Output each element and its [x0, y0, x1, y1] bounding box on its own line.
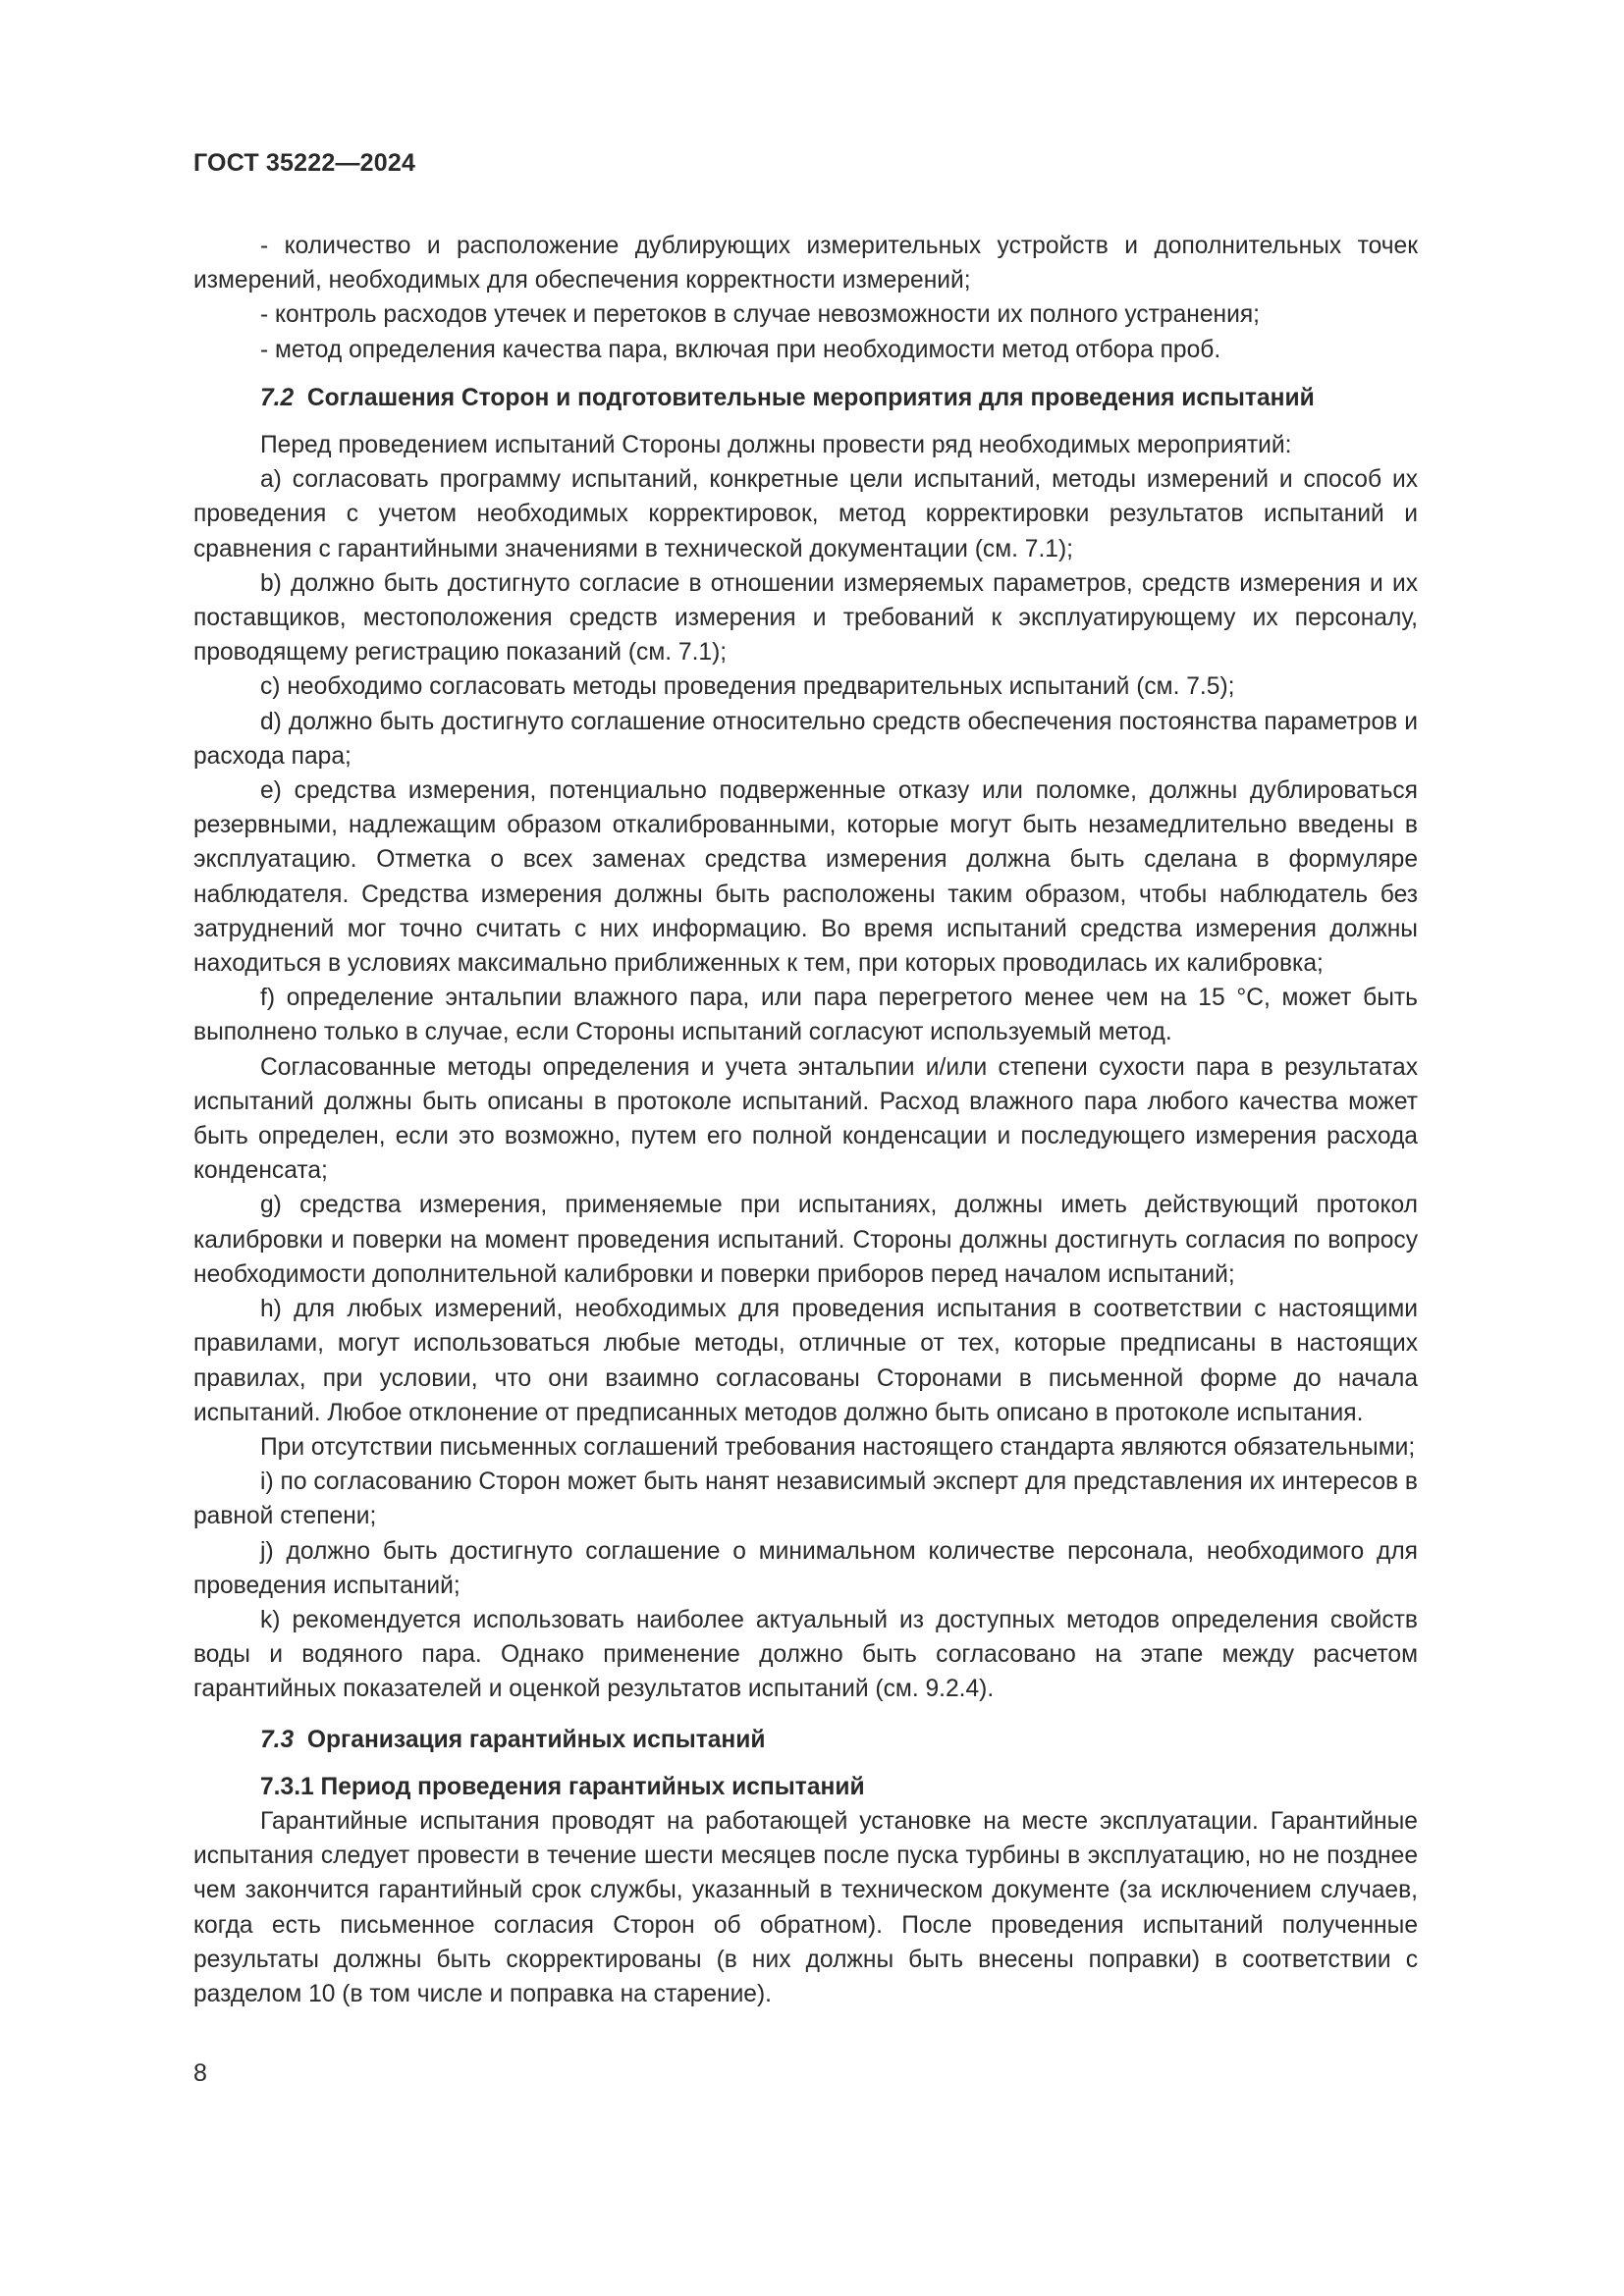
section-7-3-1-heading: 7.3.1 Период проведения гарантийных испытаний [260, 1773, 865, 1800]
list-item-b: b) должно быть достигнуто согласие в отношении измеряемых параметров, средств измерения и их поставщиков, местоположения средств измерения и требований к эксплуатирующему их персоналу, проводящему регистрацию показаний (см. 7.1); [193, 569, 1418, 667]
list-item-c: c) необходимо согласовать методы проведения предварительных испытаний (см. 7.5); [260, 673, 1235, 701]
page-content [193, 229, 1418, 2011]
list-item-steam-quality: - метод определения качества пара, включая при необходимости метод отбора проб. [260, 336, 1221, 363]
section-7-3-title: Организация гарантийных испытаний [306, 1726, 766, 1753]
section-7-3-heading [193, 1723, 1418, 1757]
paragraph-guarantee-period: Гарантийные испытания проводят на работающей установке на месте эксплуатации. Гарантийные испытания следует провести в течение шести месяцев после пуска турбины в эксплуатацию, но не позднее чем закончится гарантийный срок службы, указанный в техническом документе (за исключением случаев, когда есть письменное согласия Сторон об обратном). После проведения испытаний полученные результаты должны быть скорректированы (в них должны быть внесены поправки) в соответствии с разделом 10 (в том числе и поправка на старение). [193, 1807, 1418, 2007]
list-item-h: h) для любых измерений, необходимых для проведения испытания в соответствии с настоящими правилами, могут использоваться любые методы, отличные от тех, которые предписаны в настоящих правилах, при условии, что они взаимно согласованы Сторонами в письменной форме до начала испытаний. Любое отклонение от предписанных методов должно быть описано в протоколе испытания. [193, 1296, 1418, 1426]
list-item-d: d) должно быть достигнуто соглашение относительно средств обеспечения постоянства параметров и расхода пара; [193, 708, 1418, 770]
list-item-j: j) должно быть достигнуто соглашение о минимальном количестве персонала, необходимого для проведения испытаний; [193, 1537, 1418, 1599]
standard-header: ГОСТ 35222—2024 [193, 149, 416, 177]
list-item-a: a) согласовать программу испытаний, конкретные цели испытаний, методы измерений и способ их проведения с учетом необходимых корректировок, метод корректировки результатов испытаний и сравнения с гарантийными значениями в технической документации (см. 7.1); [193, 466, 1418, 562]
section-7-2-number: 7.2 [260, 384, 295, 411]
list-item-f: f) определение энтальпии влажного пара, или пара перегретого менее чем на 15 °С, может быть выполнено только в случае, если Стороны испытаний согласуют используемый метод. [193, 985, 1418, 1046]
paragraph-enthalpy-methods: Согласованные методы определения и учета энтальпии и/или степени сухости пара в результатах испытаний должны быть описаны в протоколе испытаний. Расход влажного пара любого качества может быть определен, если это возможно, путем его полной конденсации и последующего измерения расхода конденсата; [193, 1053, 1418, 1185]
page-number: 8 [193, 2059, 207, 2087]
section-7-2-title: Соглашения Сторон и подготовительные мероприятия для проведения испытаний [306, 384, 1315, 411]
list-item-duplicate-devices: - количество и расположение дублирующих измерительных устройств и дополнительных точек измерений, необходимых для обеспечения корректности измерений; [193, 233, 1418, 294]
list-item-leak-control: - контроль расходов утечек и перетоков в случае невозможности их полного устранения; [260, 301, 1261, 329]
list-item-e: e) средства измерения, потенциально подверженные отказу или поломке, должны дублироваться резервными, надлежащим образом откалиброванными, которые могут быть незамедлительно введены в эксплуатацию. Отметка о всех заменах средства измерения должна быть сделана в формуляре наблюдателя. Средства измерения должны быть расположены таким образом, чтобы наблюдатель без затруднений мог точно считать с них информацию. Во время испытаний средства измерения должны находиться в условиях максимально приближенных к тем, при которых проводилась их калибровка; [193, 777, 1418, 978]
section-7-2-heading [193, 381, 1418, 415]
list-item-i: i) по согласованию Сторон может быть нанят независимый эксперт для представления их интересов в равной степени; [193, 1468, 1418, 1530]
list-item-k: k) рекомендуется использовать наиболее актуальный из доступных методов определения свойств воды и водяного пара. Однако применение должно быть согласовано на этапе между расчетом гарантийных показателей и оценкой результатов испытаний (см. 9.2.4). [193, 1606, 1418, 1703]
list-item-g: g) средства измерения, применяемые при испытаниях, должны иметь действующий протокол калибровки и поверки на момент проведения испытаний. Стороны должны достигнуть согласия по вопросу необходимости дополнительной калибровки и поверки приборов перед началом испытаний; [193, 1192, 1418, 1288]
section-7-3-number: 7.3 [260, 1726, 295, 1753]
paragraph-no-agreements: При отсутствии письменных соглашений требования настоящего стандарта являются обязательными; [260, 1433, 1416, 1461]
paragraph-intro: Перед проведением испытаний Стороны должны провести ряд необходимых мероприятий: [260, 432, 1292, 459]
